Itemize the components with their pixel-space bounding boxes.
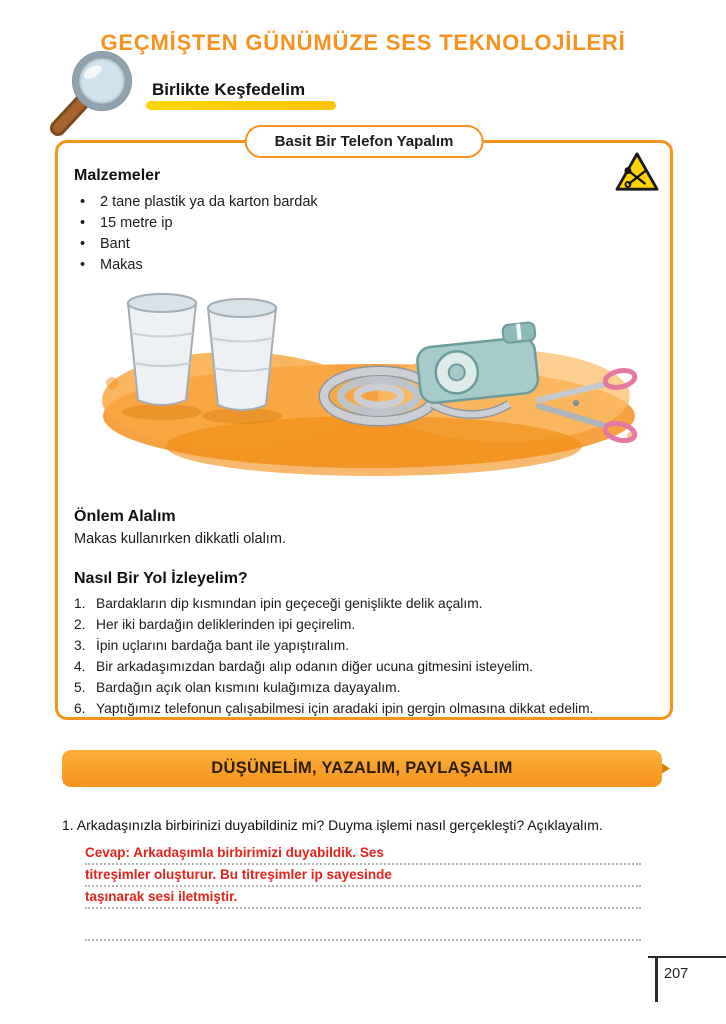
footer-rule-horizontal bbox=[648, 956, 726, 958]
discussion-banner bbox=[62, 750, 662, 787]
footer-rule-vertical bbox=[655, 956, 658, 1002]
step-number: 2. bbox=[74, 617, 86, 632]
step-text: Her iki bardağın deliklerinden ipi geçirelim. bbox=[96, 617, 356, 632]
page-number: 207 bbox=[664, 966, 689, 982]
step-text: Bardakların dip kısmından ipin geçeceği genişlikte delik açalım. bbox=[96, 596, 483, 611]
steps-list bbox=[74, 593, 654, 719]
magnifying-glass-icon bbox=[46, 48, 138, 136]
writing-line bbox=[85, 923, 641, 941]
tape-dispenser-illustration bbox=[415, 322, 542, 404]
page-title: GEÇMİŞTEN GÜNÜMÜZE SES TEKNOLOJİLERİ bbox=[100, 30, 626, 55]
activity-illustration bbox=[74, 288, 654, 488]
step-number: 6. bbox=[74, 701, 86, 716]
materials-heading: Malzemeler bbox=[74, 167, 161, 184]
section-heading bbox=[152, 80, 305, 100]
discussion-banner-title: DÜŞÜNELİM, YAZALIM, PAYLAŞALIM bbox=[211, 759, 513, 777]
bullet-marker: • bbox=[80, 257, 86, 273]
answer-line bbox=[85, 865, 641, 887]
bullet-marker: • bbox=[80, 236, 86, 252]
answer-area bbox=[85, 843, 641, 941]
step-number: 1. bbox=[74, 596, 86, 611]
step-item bbox=[74, 656, 654, 677]
materials-item bbox=[74, 192, 654, 213]
bullet-marker: • bbox=[80, 215, 86, 231]
step-number: 5. bbox=[74, 680, 86, 695]
step-text: Bir arkadaşımızdan bardağı alıp odanın diğer ucuna gitmesini isteyelim. bbox=[96, 659, 534, 674]
step-item bbox=[74, 698, 654, 719]
materials-item bbox=[74, 255, 654, 276]
step-item bbox=[74, 614, 654, 635]
step-text: İpin uçlarını bardağa bant ile yapıştıralım. bbox=[96, 638, 350, 653]
handwritten-answer-text: Cevap: Arkadaşımla birbirimizi duyabildik. Ses bbox=[85, 845, 384, 860]
handwritten-answer-text: taşınarak sesi iletmiştir. bbox=[85, 889, 238, 904]
materials-item bbox=[74, 234, 654, 255]
steps-heading: Nasıl Bir Yol İzleyelim? bbox=[74, 570, 248, 587]
yellow-underline bbox=[146, 101, 336, 110]
step-number: 4. bbox=[74, 659, 86, 674]
bullet-marker: • bbox=[80, 194, 86, 210]
step-item bbox=[74, 593, 654, 614]
answer-lines bbox=[85, 843, 641, 909]
answer-line bbox=[85, 887, 641, 909]
materials-list bbox=[74, 192, 654, 276]
materials-item-label: Makas bbox=[100, 257, 143, 273]
materials-item-label: 15 metre ip bbox=[100, 215, 173, 231]
activity-box bbox=[55, 133, 673, 720]
step-text: Bardağın açık olan kısmını kulağımıza dayayalım. bbox=[96, 680, 401, 695]
materials-item-label: 2 tane plastik ya da karton bardak bbox=[100, 194, 318, 210]
answer-line bbox=[85, 843, 641, 865]
question-text: 1. Arkadaşınızla birbirinizi duyabildiniz mi? Duyma işlemi nasıl gerçekleşti? Açıklayalım. bbox=[62, 817, 603, 833]
step-item bbox=[74, 677, 654, 698]
materials-item bbox=[74, 213, 654, 234]
handwritten-answer-text: titreşimler oluşturur. Bu titreşimler ip sayesinde bbox=[85, 867, 392, 882]
step-item bbox=[74, 635, 654, 656]
step-text: Yaptığımız telefonun çalışabilmesi için aradaki ipin gergin olmasına dikkat edelim. bbox=[96, 701, 594, 716]
precaution-heading: Önlem Alalım bbox=[74, 508, 176, 525]
warning-scissors-icon bbox=[614, 151, 660, 193]
precaution-text: Makas kullanırken dikkatli olalım. bbox=[74, 531, 286, 547]
materials-item-label: Bant bbox=[100, 236, 130, 252]
step-number: 3. bbox=[74, 638, 86, 653]
activity-title: Basit Bir Telefon Yapalım bbox=[274, 133, 454, 150]
activity-title-pill bbox=[245, 125, 484, 158]
section-heading-label: Birlikte Keşfedelim bbox=[152, 80, 306, 99]
